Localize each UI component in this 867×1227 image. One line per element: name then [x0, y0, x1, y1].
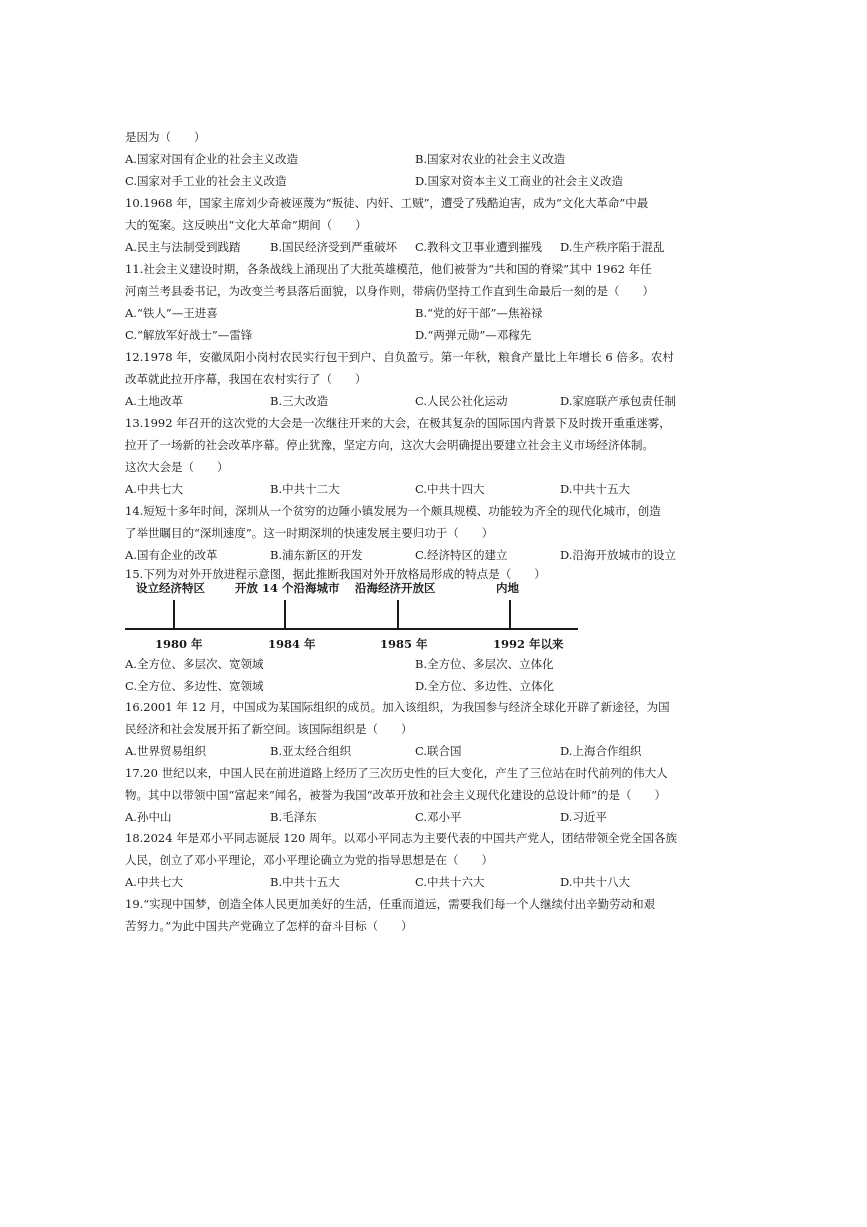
q13-option-d: D.中共十五大 [560, 482, 630, 496]
q14-stem-line1: 14.短短十多年时间，深圳从一个贫穷的边陲小镇发展为一个颇具规模、功能较为齐全的现代化城市，创造 [125, 504, 661, 518]
q11-option-a: A.“铁人”—王进喜 [125, 306, 218, 320]
q10-stem-line1: 10.1968 年，国家主席刘少奇被诬蔑为“叛徒、内奸、工贼”，遭受了残酷迫害，成为“文化大革命”中最 [125, 196, 649, 210]
q18-option-c: C.中共十六大 [415, 875, 485, 889]
q14-option-a: A.国有企业的改革 [125, 548, 218, 562]
q10-option-a: A.民主与法制受到践踏 [125, 240, 241, 254]
q10-option-b: B.国民经济受到严重破坏 [270, 240, 398, 254]
q9-option-b: B.国家对农业的社会主义改造 [415, 152, 566, 166]
q11-option-c: C.“解放军好战士”—雷锋 [125, 328, 253, 342]
q14-stem-line2: 了举世瞩目的“深圳速度”。这一时期深圳的快速发展主要归功于（ ） [125, 526, 494, 540]
q19-stem-line2: 苦努力。”为此中国共产党确立了怎样的奋斗目标（ ） [125, 919, 413, 933]
q10-stem-line2: 大的冤案。这反映出“文化大革命”期间（ ） [125, 218, 367, 232]
q17-option-d: D.习近平 [560, 810, 607, 824]
q16-option-c: C.联合国 [415, 744, 462, 758]
q13-option-c: C.中共十四大 [415, 482, 485, 496]
q16-option-d: D.上海合作组织 [560, 744, 642, 758]
q11-option-d: D.“两弹元勋”—邓稼先 [415, 328, 532, 342]
timeline-event-inland: 内地 [496, 581, 519, 595]
q14-option-c: C.经济特区的建立 [415, 548, 508, 562]
q13-option-b: B.中共十二大 [270, 482, 340, 496]
q18-option-a: A.中共七大 [125, 875, 183, 889]
timeline-tick [173, 600, 175, 629]
q11-option-b: B.“党的好干部”—焦裕禄 [415, 306, 543, 320]
q18-stem-line1: 18.2024 年是邓小平同志诞辰 120 周年。以邓小平同志为主要代表的中国共产党人，团结带领全党全国各族 [125, 831, 677, 845]
q13-stem-line3: 这次大会是（ ） [125, 460, 229, 474]
q13-stem-line1: 13.1992 年召开的这次党的大会是一次继往开来的大会，在极其复杂的国际国内背景下及时拨开重重迷雾， [125, 416, 671, 430]
q12-stem-line2: 改革就此拉开序幕，我国在农村实行了（ ） [125, 372, 367, 386]
q18-option-b: B.中共十五大 [270, 875, 340, 889]
timeline-event-coastal-zones: 沿海经济开放区 [355, 581, 436, 595]
q17-option-a: A.孙中山 [125, 810, 172, 824]
timeline-event-sez: 设立经济特区 [136, 581, 205, 595]
timeline-tick [397, 600, 399, 629]
q17-stem-line1: 17.20 世纪以来，中国人民在前进道路上经历了三次历史性的巨大变化，产生了三位站在时代前列的伟大人 [125, 766, 668, 780]
q10-option-c: C.教科文卫事业遭到摧残 [415, 240, 543, 254]
q13-stem-line2: 拉开了一场新的社会改革序幕。停止犹豫，坚定方向，这次大会明确提出要建立社会主义市场经济体制。 [125, 438, 654, 452]
q11-stem-line1: 11.社会主义建设时期，各条战线上涌现出了大批英雄模范，他们被誉为“共和国的脊梁”其中 1962 年任 [125, 262, 652, 276]
q15-option-c: C.全方位、多边性、宽领域 [125, 679, 264, 693]
q16-stem-line2: 民经济和社会发展开拓了新空间。该国际组织是（ ） [125, 722, 413, 736]
q12-stem-line1: 12.1978 年，安徽凤阳小岗村农民实行包干到户、自负盈亏。第一年秋，粮食产量比上年增长 6 倍多。农村 [125, 350, 674, 364]
q9-option-c: C.国家对手工业的社会主义改造 [125, 174, 287, 188]
timeline-year-1992: 1992 年以来 [493, 637, 564, 651]
timeline-year-1984: 1984 年 [268, 637, 316, 651]
q16-option-a: A.世界贸易组织 [125, 744, 206, 758]
q14-option-d: D.沿海开放城市的设立 [560, 548, 676, 562]
q17-option-b: B.毛泽东 [270, 810, 317, 824]
q12-option-b: B.三大改造 [270, 394, 329, 408]
timeline-axis [125, 628, 578, 630]
q17-option-c: C.邓小平 [415, 810, 462, 824]
q9-stem-tail: 是因为（ ） [125, 130, 206, 144]
timeline-tick [509, 600, 511, 629]
q12-option-d: D.家庭联产承包责任制 [560, 394, 676, 408]
q18-stem-line2: 人民，创立了邓小平理论，邓小平理论确立为党的指导思想是在（ ） [125, 853, 493, 867]
timeline-year-1980: 1980 年 [155, 637, 203, 651]
q14-option-b: B.浦东新区的开发 [270, 548, 363, 562]
q9-option-d: D.国家对资本主义工商业的社会主义改造 [415, 174, 623, 188]
timeline-event-coastal-cities: 开放 14 个沿海城市 [235, 581, 340, 595]
q9-option-a: A.国家对国有企业的社会主义改造 [125, 152, 298, 166]
q10-option-d: D.生产秩序陷于混乱 [560, 240, 665, 254]
timeline-year-1985: 1985 年 [380, 637, 428, 651]
q16-option-b: B.亚太经合组织 [270, 744, 352, 758]
q15-option-a: A.全方位、多层次、宽领域 [125, 657, 264, 671]
q15-stem-line1: 15.下列为对外开放进程示意图，据此推断我国对外开放格局形成的特点是（ ） [125, 567, 546, 581]
q19-stem-line1: 19.“实现中国梦，创造全体人民更加美好的生活，任重而道远，需要我们每一个人继续付出辛勤劳动和艰 [125, 897, 656, 911]
q11-stem-line2: 河南兰考县委书记，为改变兰考县落后面貌，以身作则，带病仍坚持工作直到生命最后一刻的是（ ） [125, 284, 654, 298]
q16-stem-line1: 16.2001 年 12 月，中国成为某国际组织的成员。加入该组织，为我国参与经济全球化开辟了新途径，为国 [125, 700, 670, 714]
q15-option-d: D.全方位、多边性、立体化 [415, 679, 554, 693]
q15-option-b: B.全方位、多层次、立体化 [415, 657, 554, 671]
q18-option-d: D.中共十八大 [560, 875, 630, 889]
q13-option-a: A.中共七大 [125, 482, 183, 496]
timeline-tick [284, 600, 286, 629]
q17-stem-line2: 物。其中以带领中国“富起来”闻名，被誉为我国“改革开放和社会主义现代化建设的总设计师”的是（ ） [125, 788, 667, 802]
q12-option-a: A.土地改革 [125, 394, 183, 408]
q12-option-c: C.人民公社化运动 [415, 394, 508, 408]
